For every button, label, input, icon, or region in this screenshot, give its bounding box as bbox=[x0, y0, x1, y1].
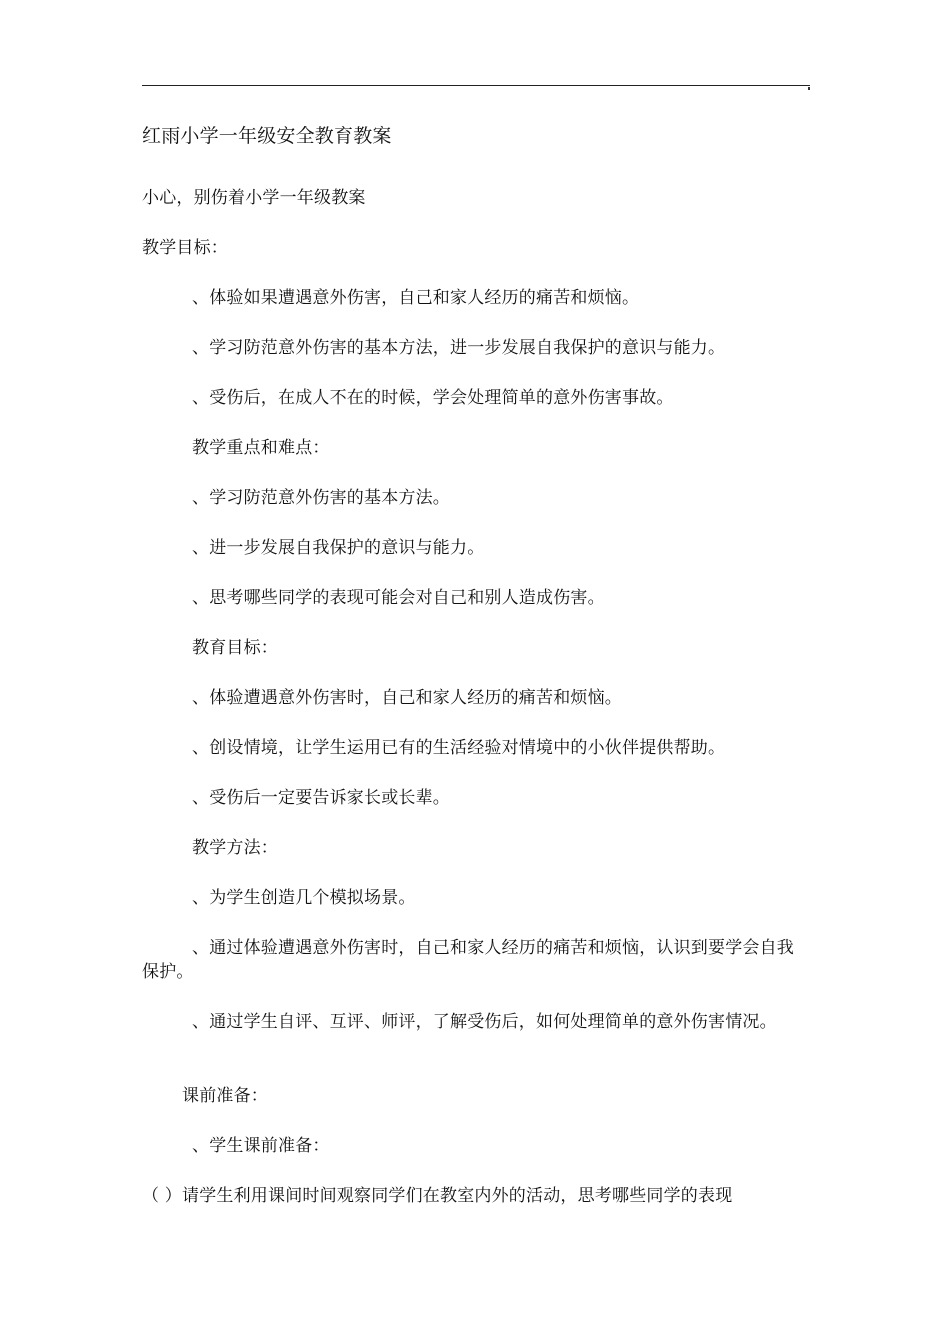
objective-item: 、受伤后，在成人不在的时候，学会处理简单的意外伤害事故。 bbox=[192, 388, 674, 408]
key-point-item: 、进一步发展自我保护的意识与能力。 bbox=[192, 538, 485, 558]
header-rule-tick bbox=[808, 87, 810, 90]
edu-goal-item: 、体验遭遇意外伤害时，自己和家人经历的痛苦和烦恼。 bbox=[192, 688, 622, 708]
key-point-item: 、思考哪些同学的表现可能会对自己和别人造成伤害。 bbox=[192, 588, 605, 608]
doc-title: 红雨小学一年级安全教育教案 bbox=[142, 125, 392, 147]
objectives-heading: 教学目标： bbox=[142, 238, 228, 258]
prep-student-item: 、学生课前准备： bbox=[192, 1136, 330, 1156]
header-rule bbox=[142, 85, 810, 86]
key-points-heading: 教学重点和难点： bbox=[192, 438, 330, 458]
edu-goal-item: 、受伤后一定要告诉家长或长辈。 bbox=[192, 788, 450, 808]
objective-item: 、学习防范意外伤害的基本方法，进一步发展自我保护的意识与能力。 bbox=[192, 338, 726, 358]
methods-heading: 教学方法： bbox=[192, 838, 278, 858]
objective-item: 、体验如果遭遇意外伤害，自己和家人经历的痛苦和烦恼。 bbox=[192, 288, 640, 308]
key-point-item: 、学习防范意外伤害的基本方法。 bbox=[192, 488, 450, 508]
method-item: 、通过体验遭遇意外伤害时，自己和家人经历的痛苦和烦恼，认识到要学会自我保护。 bbox=[142, 938, 794, 982]
prep-item: （ ）请学生利用课间时间观察同学们在教室内外的活动，思考哪些同学的表现 bbox=[142, 1186, 733, 1206]
prep-heading: 课前准备： bbox=[182, 1086, 268, 1106]
edu-goals-heading: 教育目标： bbox=[192, 638, 278, 658]
method-item: 、通过学生自评、互评、师评，了解受伤后，如何处理简单的意外伤害情况。 bbox=[192, 1012, 777, 1032]
doc-subtitle: 小心，别伤着小学一年级教案 bbox=[142, 188, 366, 208]
edu-goal-item: 、创设情境，让学生运用已有的生活经验对情境中的小伙伴提供帮助。 bbox=[192, 738, 726, 758]
method-item: 、为学生创造几个模拟场景。 bbox=[192, 888, 416, 908]
